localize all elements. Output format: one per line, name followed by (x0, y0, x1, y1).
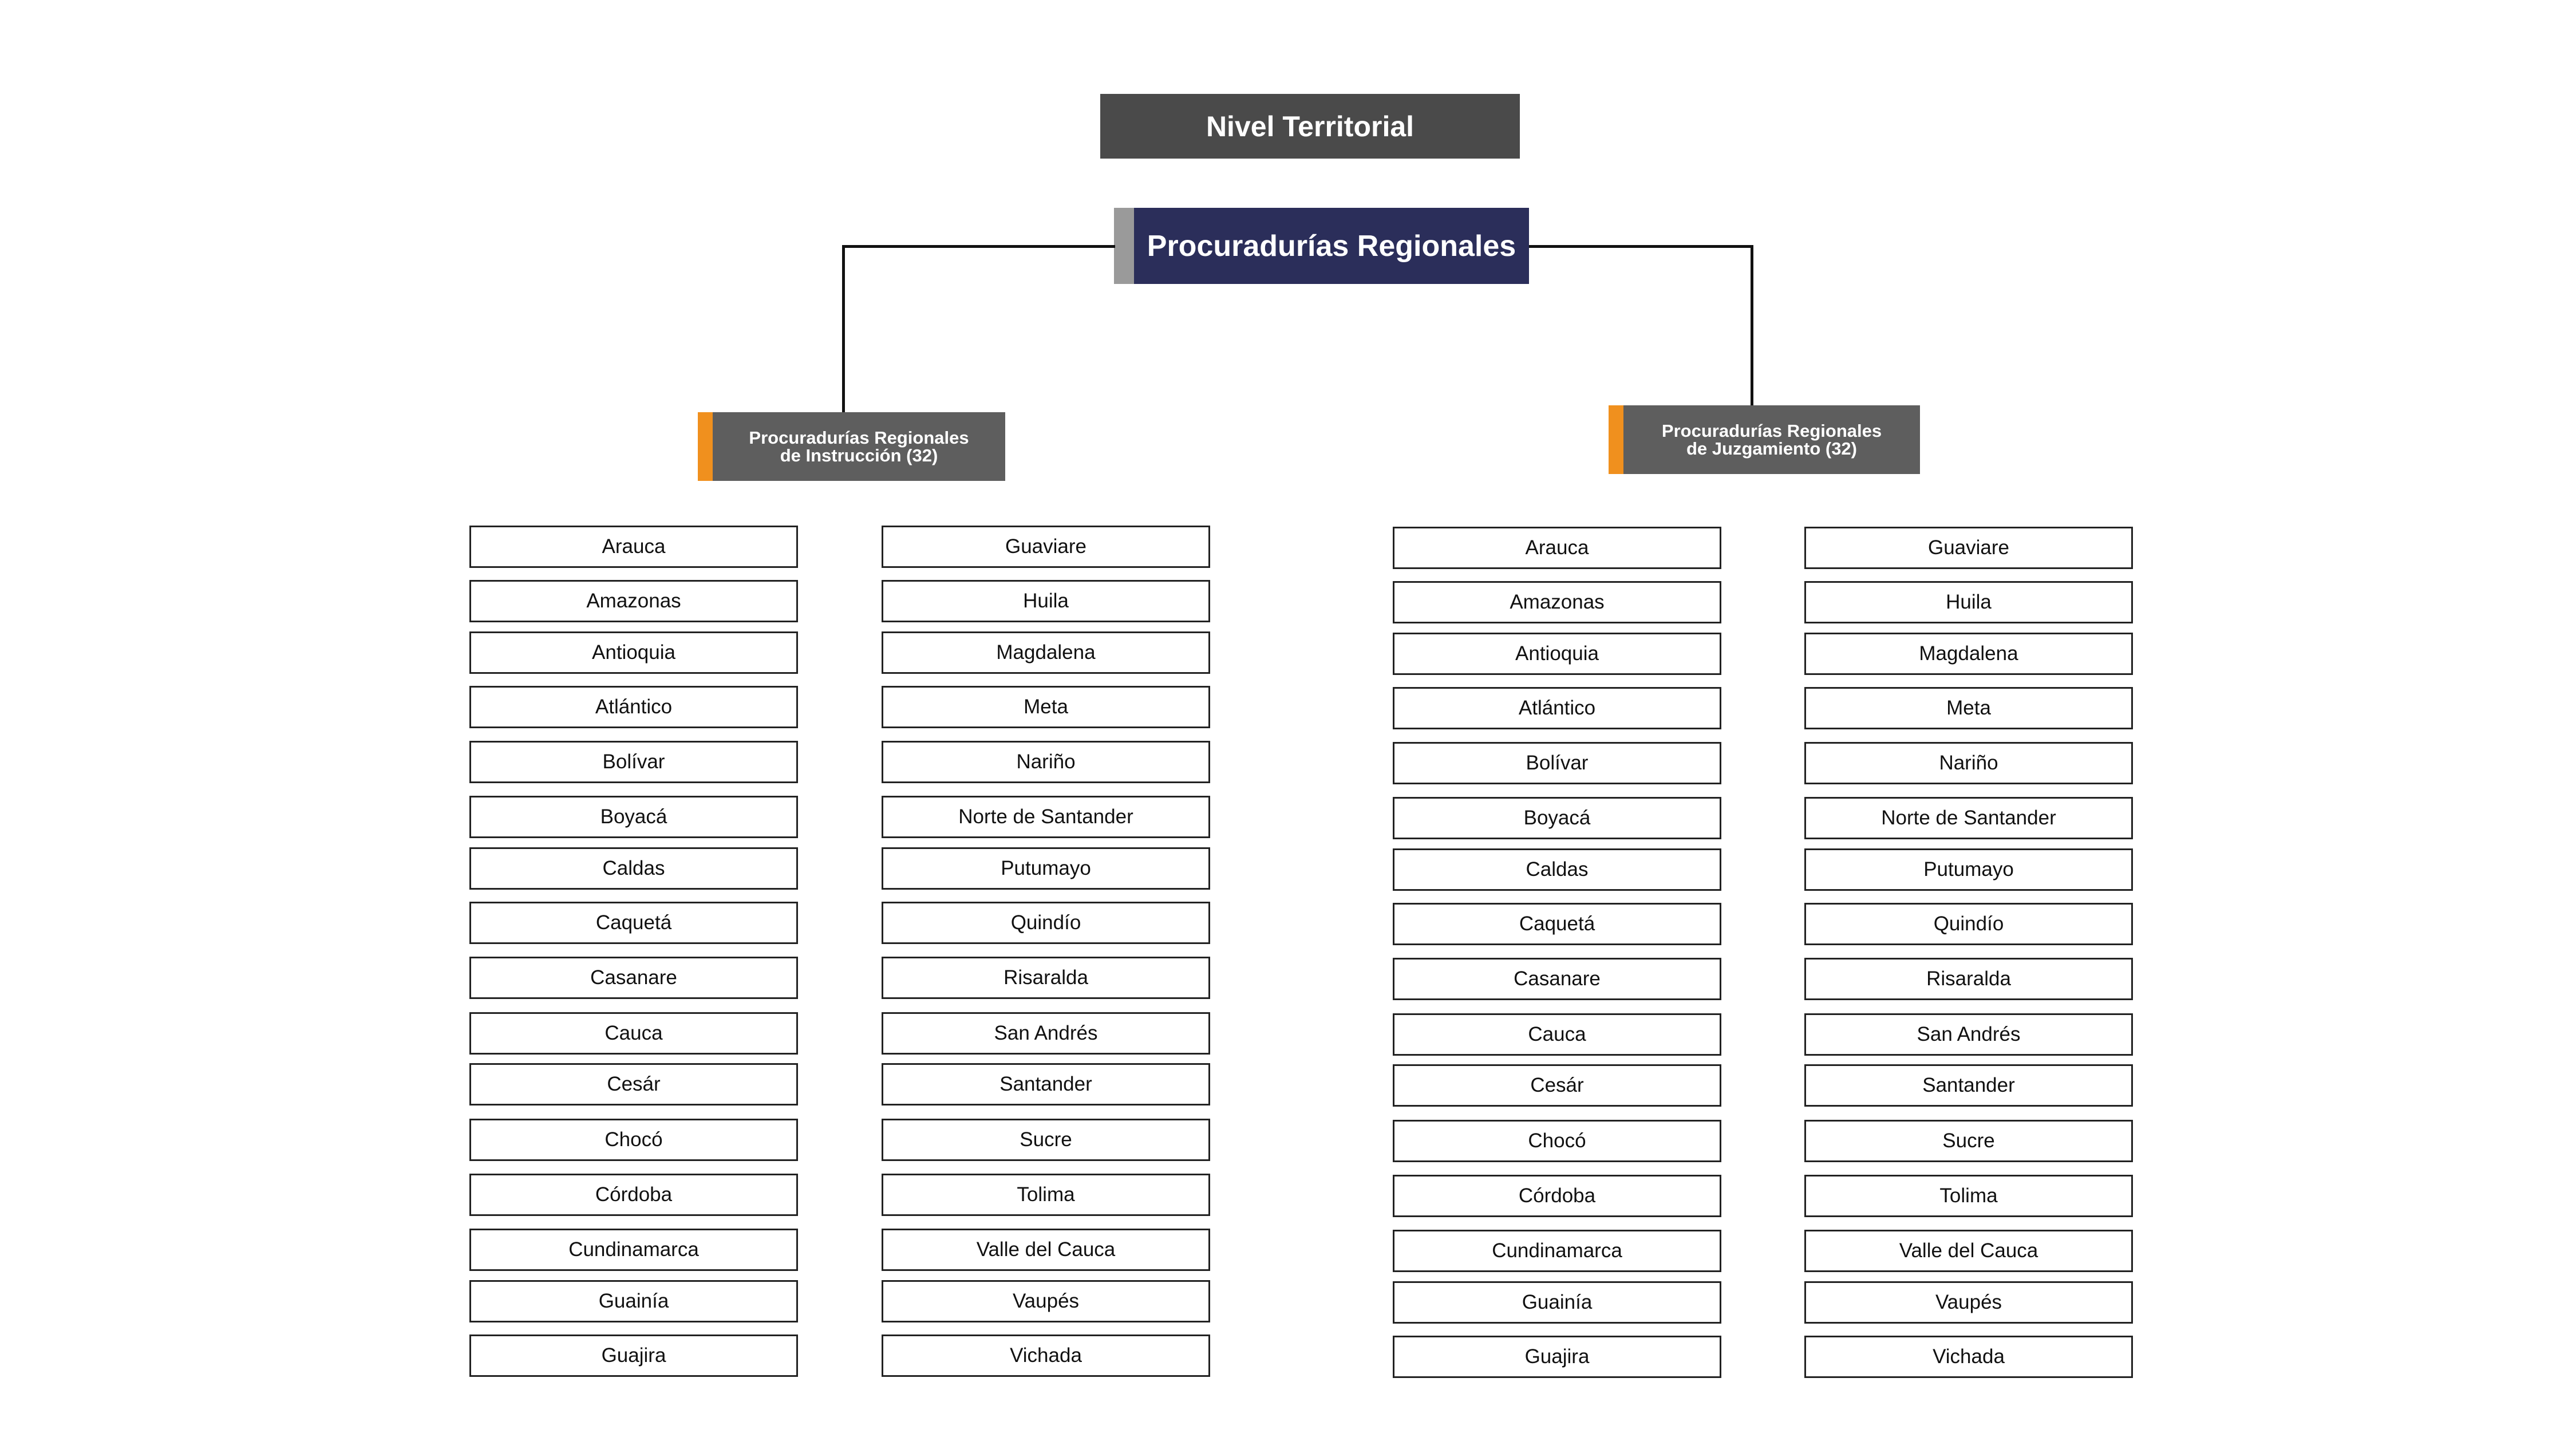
department-box: Norte de Santander (1804, 797, 2133, 839)
department-box: Tolima (1804, 1175, 2133, 1217)
department-box: Córdoba (469, 1174, 798, 1216)
department-box: Chocó (469, 1119, 798, 1161)
department-box: Vichada (882, 1334, 1210, 1377)
department-box: Antioquia (469, 631, 798, 674)
department-box: Putumayo (882, 847, 1210, 890)
department-box: Vichada (1804, 1336, 2133, 1378)
department-box: Guajira (469, 1334, 798, 1377)
nivel-territorial-title: Nivel Territorial (1100, 94, 1520, 159)
department-box: Guajira (1393, 1336, 1721, 1378)
connector-left-vertical (842, 245, 845, 412)
department-box: Cundinamarca (469, 1229, 798, 1271)
department-box: Meta (1804, 687, 2133, 729)
department-box: Huila (1804, 581, 2133, 623)
main-node-accent (1114, 208, 1134, 284)
department-box: San Andrés (882, 1012, 1210, 1055)
department-box: Magdalena (1804, 633, 2133, 675)
department-box: Vaupés (882, 1280, 1210, 1322)
instruccion-node-line2: de Instrucción (32) (780, 445, 938, 465)
department-box: Risaralda (882, 957, 1210, 999)
procuradurias-regionales-title: Procuradurías Regionales (1134, 208, 1529, 284)
juzgamiento-node (1623, 405, 1920, 474)
department-box: Sucre (1804, 1120, 2133, 1162)
department-box: Cesár (1393, 1064, 1721, 1107)
department-box: Valle del Cauca (882, 1229, 1210, 1271)
department-box: Caldas (469, 847, 798, 890)
connector-left-horizontal (842, 245, 1115, 248)
department-box: Valle del Cauca (1804, 1230, 2133, 1272)
department-box: Huila (882, 580, 1210, 622)
department-box: Nariño (882, 741, 1210, 783)
department-box: Cesár (469, 1063, 798, 1105)
department-box: Putumayo (1804, 848, 2133, 891)
department-box: Caquetá (1393, 903, 1721, 945)
department-box: Córdoba (1393, 1175, 1721, 1217)
department-box: Amazonas (469, 580, 798, 622)
instruccion-node (713, 412, 1005, 481)
department-box: Magdalena (882, 631, 1210, 674)
department-box: Bolívar (469, 741, 798, 783)
department-box: Tolima (882, 1174, 1210, 1216)
connector-right-vertical (1751, 245, 1753, 412)
department-box: Guainía (469, 1280, 798, 1322)
procuradurias-regionales-node (1114, 208, 1529, 284)
department-box: Cauca (1393, 1013, 1721, 1056)
department-box: Guaviare (882, 526, 1210, 568)
department-box: Boyacá (1393, 797, 1721, 839)
instruccion-node-line1: Procuradurías Regionales (749, 428, 969, 448)
department-box: Quindío (882, 902, 1210, 944)
juzgamiento-node-line2: de Juzgamiento (32) (1686, 439, 1857, 459)
department-box: Santander (882, 1063, 1210, 1105)
juzgamiento-node-line1: Procuradurías Regionales (1661, 421, 1882, 441)
department-box: Chocó (1393, 1120, 1721, 1162)
department-box: Caldas (1393, 848, 1721, 891)
department-box: Guainía (1393, 1281, 1721, 1324)
department-box: Cundinamarca (1393, 1230, 1721, 1272)
department-box: Bolívar (1393, 742, 1721, 784)
department-box: Atlántico (469, 686, 798, 728)
department-box: Caquetá (469, 902, 798, 944)
department-box: Sucre (882, 1119, 1210, 1161)
department-box: Meta (882, 686, 1210, 728)
department-box: Arauca (1393, 527, 1721, 569)
department-box: Antioquia (1393, 633, 1721, 675)
department-box: Boyacá (469, 796, 798, 838)
department-box: Casanare (1393, 958, 1721, 1000)
department-box: Arauca (469, 526, 798, 568)
department-box: Amazonas (1393, 581, 1721, 623)
department-box: Quindío (1804, 903, 2133, 945)
instruccion-node-accent (698, 412, 713, 481)
department-box: Risaralda (1804, 958, 2133, 1000)
department-box: Norte de Santander (882, 796, 1210, 838)
department-box: Santander (1804, 1064, 2133, 1107)
department-box: San Andrés (1804, 1013, 2133, 1056)
department-box: Casanare (469, 957, 798, 999)
connector-right-horizontal (1529, 245, 1753, 248)
juzgamiento-node-accent (1609, 405, 1623, 474)
department-box: Cauca (469, 1012, 798, 1055)
department-box: Guaviare (1804, 527, 2133, 569)
department-box: Atlántico (1393, 687, 1721, 729)
department-box: Nariño (1804, 742, 2133, 784)
department-box: Vaupés (1804, 1281, 2133, 1324)
